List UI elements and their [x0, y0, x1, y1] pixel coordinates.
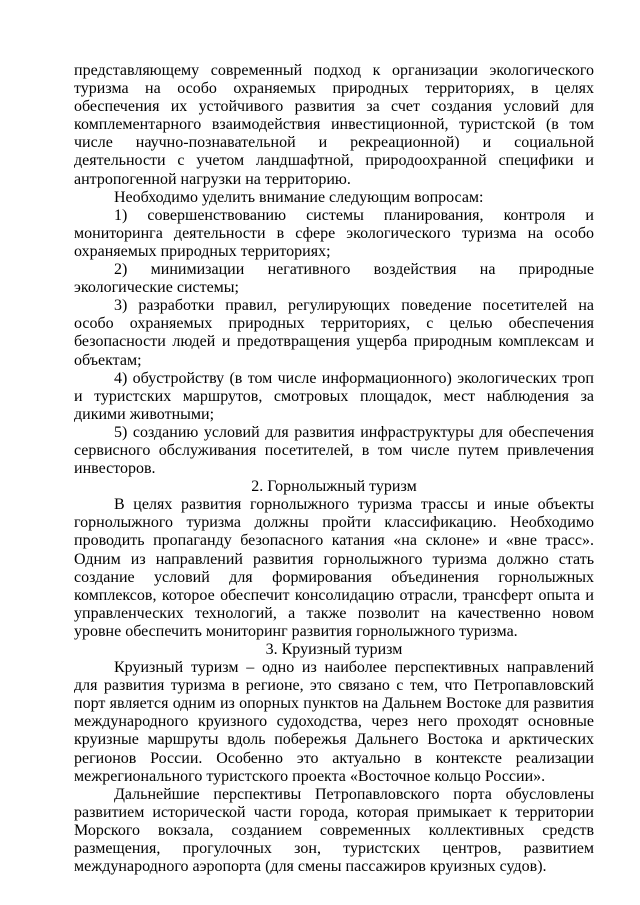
paragraph-cruise-tourism: Круизный туризм – одно из наиболее перспективных направлений для развития туризма в регионе, это связано с тем, что Петропавловский порт является одним из опорных пунктов на Дальнем Востоке для развития международного круизного судоходства, через него проходят основные круизные маршруты вдоль побережья Дальнего Востока и арктических регионов России. Особенно это актуально в контексте реализации межрегионального туристского проекта «Восточное кольцо России». — [74, 659, 594, 785]
section-heading-cruise-tourism: 3. Круизный туризм — [265, 641, 403, 658]
list-item-2: 2) минимизации негативного воздействия на природные экологические системы; — [74, 261, 594, 297]
paragraph-intro-list: Необходимо уделить внимание следующим вопросам: — [114, 188, 484, 206]
list-item-3: 3) разработки правил, регулирующих поведение посетителей на особо охраняемых природных территориях, с целью обеспечения безопасности людей и предотвращения ущерба природным комплексам и объектам; — [74, 297, 594, 369]
section-heading-ski-tourism: 2. Горнолыжный туризм — [251, 478, 417, 496]
paragraph-ski-tourism: В целях развития горнолыжного туризма трассы и иные объекты горнолыжного туризма должны пройти классификацию. Необходимо проводить пропаганду безопасного катания «на склоне» и «вне трасс». Одним из направлений развития горнолыжного туризма должно стать создание условий для формирования объединения горнолыжных комплексов, которое обеспечит консолидацию отрасли, трансферт опыта и управленческих технологий, а также позволит на качественно новом уровне обеспечить мониторинг развития горнолыжного туризма. — [74, 496, 594, 640]
document-body — [74, 62, 594, 876]
list-item-5: 5) созданию условий для развития инфраструктуры для обеспечения сервисного обслуживания посетителей, в том числе путем привлечения инвесторов. — [74, 423, 594, 478]
list-item-1: 1) совершенствованию системы планирования, контроля и мониторинга деятельности в сфере экологического туризма на особо охраняемых природных территориях; — [74, 206, 594, 260]
list-item-4: 4) обустройству (в том числе информационного) экологических троп и туристских маршрутов, смотровых площадок, мест наблюдения за дикими животными; — [74, 369, 594, 423]
paragraph-port-prospects: Дальнейшие перспективы Петропавловского порта обусловлены развитием исторической части города, которая примыкает к территории Морского вокзала, созданием современных коллективных средств размещения, прогулочных зон, туристских центров, развитием международного аэропорта (для смены пассажиров круизных судов). — [74, 785, 594, 876]
paragraph-continuation: представляющему современный подход к организации экологического туризма на особо охраняемых природных территориях, в целях обеспечения их устойчивого развития за счет создания условий для комплементарного взаимодействия инвестиционной, туристской (в том числе научно-познавательной и рекреационной) и социальной деятельности с учетом ландшафтной, природоохранной специфики и антропогенной нагрузки на территорию. — [74, 62, 594, 188]
